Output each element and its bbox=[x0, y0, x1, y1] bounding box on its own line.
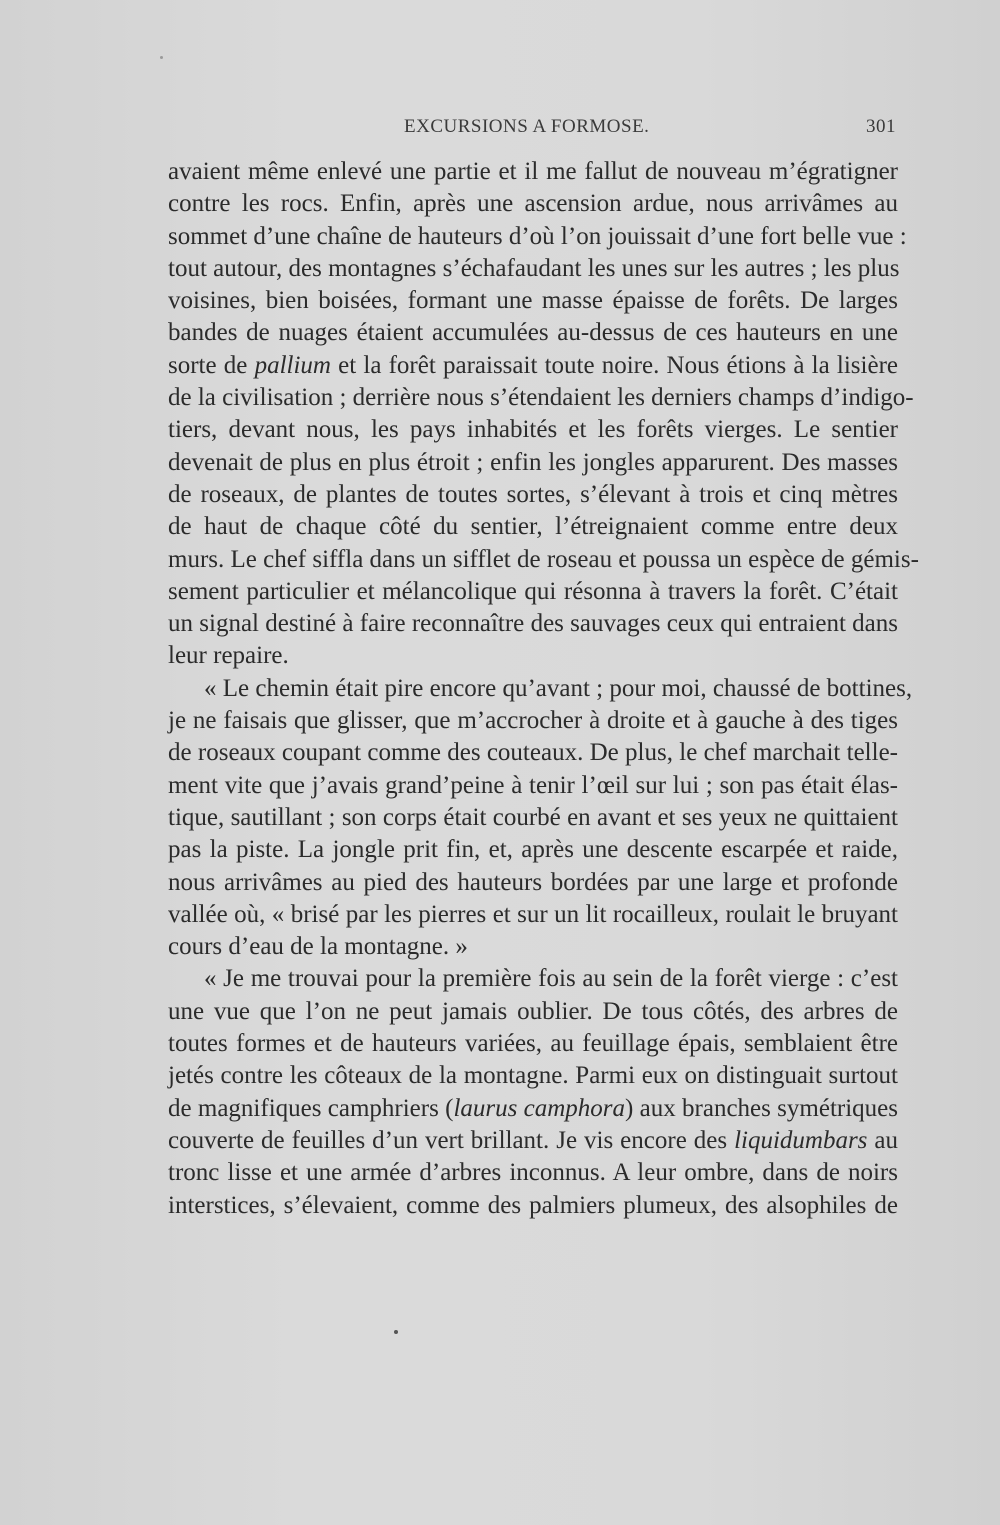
text-line: sorte de pallium et la forêt paraissait toute noire. Nous étions à la lisière bbox=[168, 351, 898, 379]
text-line: de magnifiques camphriers (laurus camphora) aux branches symétriques bbox=[168, 1094, 898, 1122]
text-line: interstices, s’élevaient, comme des palmiers plumeux, des alsophiles de bbox=[168, 1191, 898, 1219]
paper-speck bbox=[160, 56, 163, 59]
text-line: de la civilisation ; derrière nous s’étendaient les derniers champs d’indigo- bbox=[168, 384, 914, 412]
text-line: « Je me trouvai pour la première fois au sein de la forêt vierge : c’est bbox=[204, 965, 898, 993]
text-line: tronc lisse et une armée d’arbres inconnus. A leur ombre, dans de noirs bbox=[168, 1159, 898, 1187]
paragraph bbox=[168, 156, 919, 673]
body-text bbox=[168, 156, 919, 1222]
text-line: nous arrivâmes au pied des hauteurs bordées par une large et profonde bbox=[168, 868, 898, 896]
text-line: leur repaire. bbox=[168, 642, 289, 670]
text-line: devenait de plus en plus étroit ; enfin les jongles apparurent. Des masses bbox=[168, 448, 898, 476]
text-line: vallée où, « brisé par les pierres et sur un lit rocailleux, roulait le bruyant bbox=[168, 900, 898, 928]
text-line: je ne faisais que glisser, que m’accrocher à droite et à gauche à des tiges bbox=[168, 707, 898, 735]
text-line: jetés contre les côteaux de la montagne. Parmi eux on distinguait surtout bbox=[168, 1062, 898, 1090]
text-line: avaient même enlevé une partie et il me fallut de nouveau m’égratigner bbox=[168, 158, 898, 185]
text-line: bandes de nuages étaient accumulées au-dessus de ces hauteurs en une bbox=[168, 319, 898, 347]
page-number: 301 bbox=[866, 116, 896, 137]
text-line: couverte de feuilles d’un vert brillant. Je vis encore des liquidumbars au bbox=[168, 1126, 898, 1154]
text-line: ment vite que j’avais grand’peine à tenir l’œil sur lui ; son pas était élas- bbox=[168, 771, 898, 799]
paragraph bbox=[168, 963, 898, 1221]
text-line: voisines, bien boisées, formant une masse épaisse de forêts. De larges bbox=[168, 287, 898, 315]
text-line: tout autour, des montagnes s’échafaudant les unes sur les autres ; les plus bbox=[168, 254, 900, 282]
text-line: sommet d’une chaîne de hauteurs d’où l’on jouissait d’une fort belle vue : bbox=[168, 222, 907, 250]
text-line: tique, sautillant ; son corps était courbé en avant et ses yeux ne quittaient bbox=[168, 803, 898, 831]
text-line: tiers, devant nous, les pays inhabités et les forêts vierges. Le sentier bbox=[168, 416, 898, 444]
text-line: contre les rocs. Enfin, après une ascension ardue, nous arrivâmes au bbox=[168, 190, 898, 218]
text-line: « Le chemin était pire encore qu’avant ; pour moi, chaussé de bottines, bbox=[204, 674, 913, 702]
text-line: un signal destiné à faire reconnaître des sauvages ceux qui entraient dans bbox=[168, 610, 898, 638]
text-line: une vue que l’on ne peut jamais oublier. De tous côtés, des arbres de bbox=[168, 997, 898, 1025]
running-head bbox=[168, 116, 896, 140]
text-line: de roseaux coupant comme des couteaux. De plus, le chef marchait telle- bbox=[168, 739, 898, 767]
text-line: cours d’eau de la montagne. » bbox=[168, 933, 468, 961]
paper-speck bbox=[394, 1330, 398, 1334]
paragraph bbox=[168, 673, 913, 964]
running-title: EXCURSIONS A FORMOSE. bbox=[404, 116, 650, 137]
text-line: pas la piste. La jongle prit fin, et, après une descente escarpée et raide, bbox=[168, 836, 898, 864]
text-line: de roseaux, de plantes de toutes sortes, s’élevant à trois et cinq mètres bbox=[168, 480, 898, 508]
text-line: murs. Le chef siffla dans un sifflet de roseau et poussa un espèce de gémis- bbox=[168, 545, 919, 573]
text-line: sement particulier et mélancolique qui résonna à travers la forêt. C’était bbox=[168, 577, 898, 605]
text-line: toutes formes et de hauteurs variées, au feuillage épais, semblaient être bbox=[168, 1030, 898, 1058]
text-line: de haut de chaque côté du sentier, l’étreignaient comme entre deux bbox=[168, 513, 898, 541]
